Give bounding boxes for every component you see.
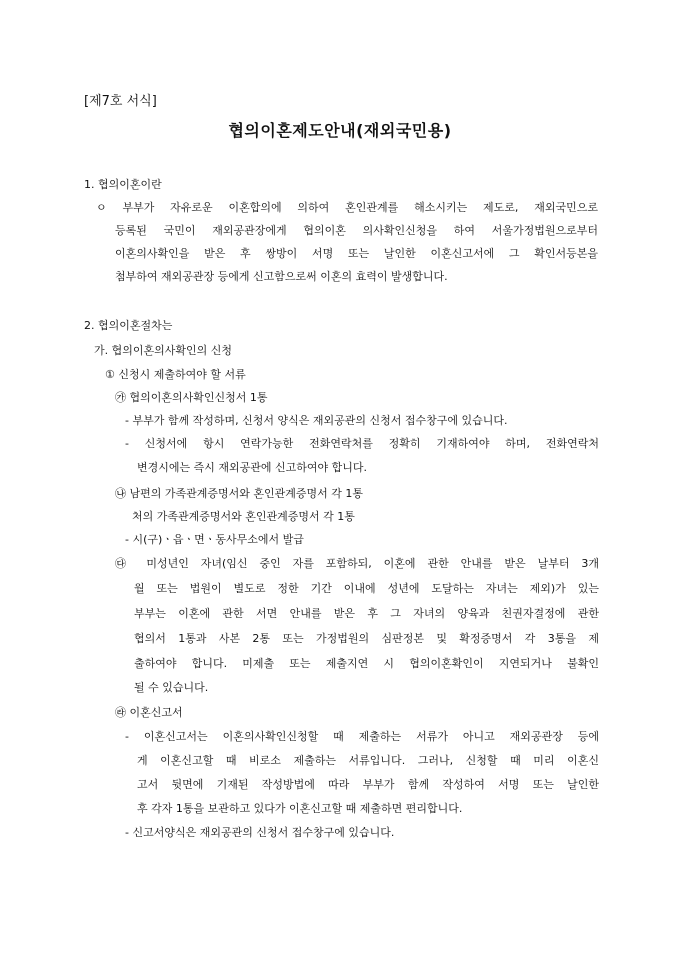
item-d-bullet-1-line-3: 고서 뒷면에 기재된 작성방법에 따라 부부가 함께 작성하여 서명 또는 날인한 xyxy=(137,778,599,791)
item-d-bullet-1-line-4: 후 각자 1통을 보관하고 있다가 이혼신고할 때 제출하면 편리합니다. xyxy=(137,802,463,815)
item-c-line-5: 출하여야 합니다. 미제출 또는 제출지연 시 협의이혼확인이 지연되거나 불확인 xyxy=(134,657,599,670)
item-b-line-2: 처의 가족관계증명서와 혼인관계증명서 각 1통 xyxy=(132,510,355,523)
item-b-bullet-1: - 시(구)ㆍ읍ㆍ면ㆍ동사무소에서 발급 xyxy=(125,533,304,546)
subsection-ga-heading: 가. 협의이혼의사확인의 신청 xyxy=(94,344,233,357)
item-1-heading: ① 신청시 제출하여야 할 서류 xyxy=(105,368,246,381)
form-number: [제7호 서식] xyxy=(84,94,157,109)
item-d-bullet-1-line-1: - 이혼신고서는 이혼의사확인신청할 때 제출하는 서류가 아니고 재외공관장 등에 xyxy=(125,730,599,743)
item-c-line-2: 월 또는 법원이 별도로 정한 기간 이내에 성년에 도달하는 자녀는 제외)가 있는 xyxy=(134,582,599,595)
section-2-heading: 2. 협의이혼절차는 xyxy=(84,319,173,332)
section-1-text-line-3: 이혼의사확인을 받은 후 쌍방이 서명 또는 날인한 이혼신고서에 그 확인서등본을 xyxy=(115,247,598,260)
item-c-line-4: 협의서 1통과 사본 2통 또는 가정법원의 심판정본 및 확정증명서 각 3통을 제 xyxy=(134,632,599,645)
item-d-bullet-1-line-2: 게 이혼신고할 때 비로소 제출하는 서류입니다. 그러나, 신청할 때 미리 이혼신 xyxy=(137,754,599,767)
item-a-heading: ㉮ 협의이혼의사확인신청서 1통 xyxy=(115,391,268,404)
section-1-text-line-4: 첨부하여 재외공관장 등에게 신고함으로써 이혼의 효력이 발생합니다. xyxy=(115,270,448,283)
item-c-line-1: ㉰ 미성년인 자녀(임신 중인 자를 포함하되, 이혼에 관한 안내를 받은 날부터 3개 xyxy=(115,557,599,570)
document-title: 협의이혼제도안내(재외국민용) xyxy=(228,121,452,140)
item-a-bullet-2-line-1: - 신청서에 항시 연락가능한 전화연락처를 정확히 기재하여야 하며, 전화연락처 xyxy=(125,437,599,450)
section-1-text-line-1: ㅇ 부부가 자유로운 이혼합의에 의하여 혼인관계를 해소시키는 제도로, 재외국민으로 xyxy=(96,201,598,214)
item-d-bullet-2: - 신고서양식은 재외공관의 신청서 접수창구에 있습니다. xyxy=(125,826,395,839)
item-d-heading: ㉱ 이혼신고서 xyxy=(115,706,183,719)
item-a-bullet-2-line-2: 변경시에는 즉시 재외공관에 신고하여야 합니다. xyxy=(137,461,368,474)
section-1-text-line-2: 등록된 국민이 재외공관장에게 협의이혼 의사확인신청을 하여 서울가정법원으로부터 xyxy=(115,224,598,237)
item-b-line-1: ㉯ 남편의 가족관계증명서와 혼인관계증명서 각 1통 xyxy=(115,487,363,500)
item-a-bullet-1: - 부부가 함께 작성하며, 신청서 양식은 재외공관의 신청서 접수창구에 있습니다. xyxy=(125,414,508,427)
item-c-line-3: 부부는 이혼에 관한 서면 안내를 받은 후 그 자녀의 양육과 친권자결정에 관한 xyxy=(134,607,599,620)
section-1-heading: 1. 협의이혼이란 xyxy=(84,178,162,191)
item-c-line-6: 될 수 있습니다. xyxy=(134,681,209,694)
